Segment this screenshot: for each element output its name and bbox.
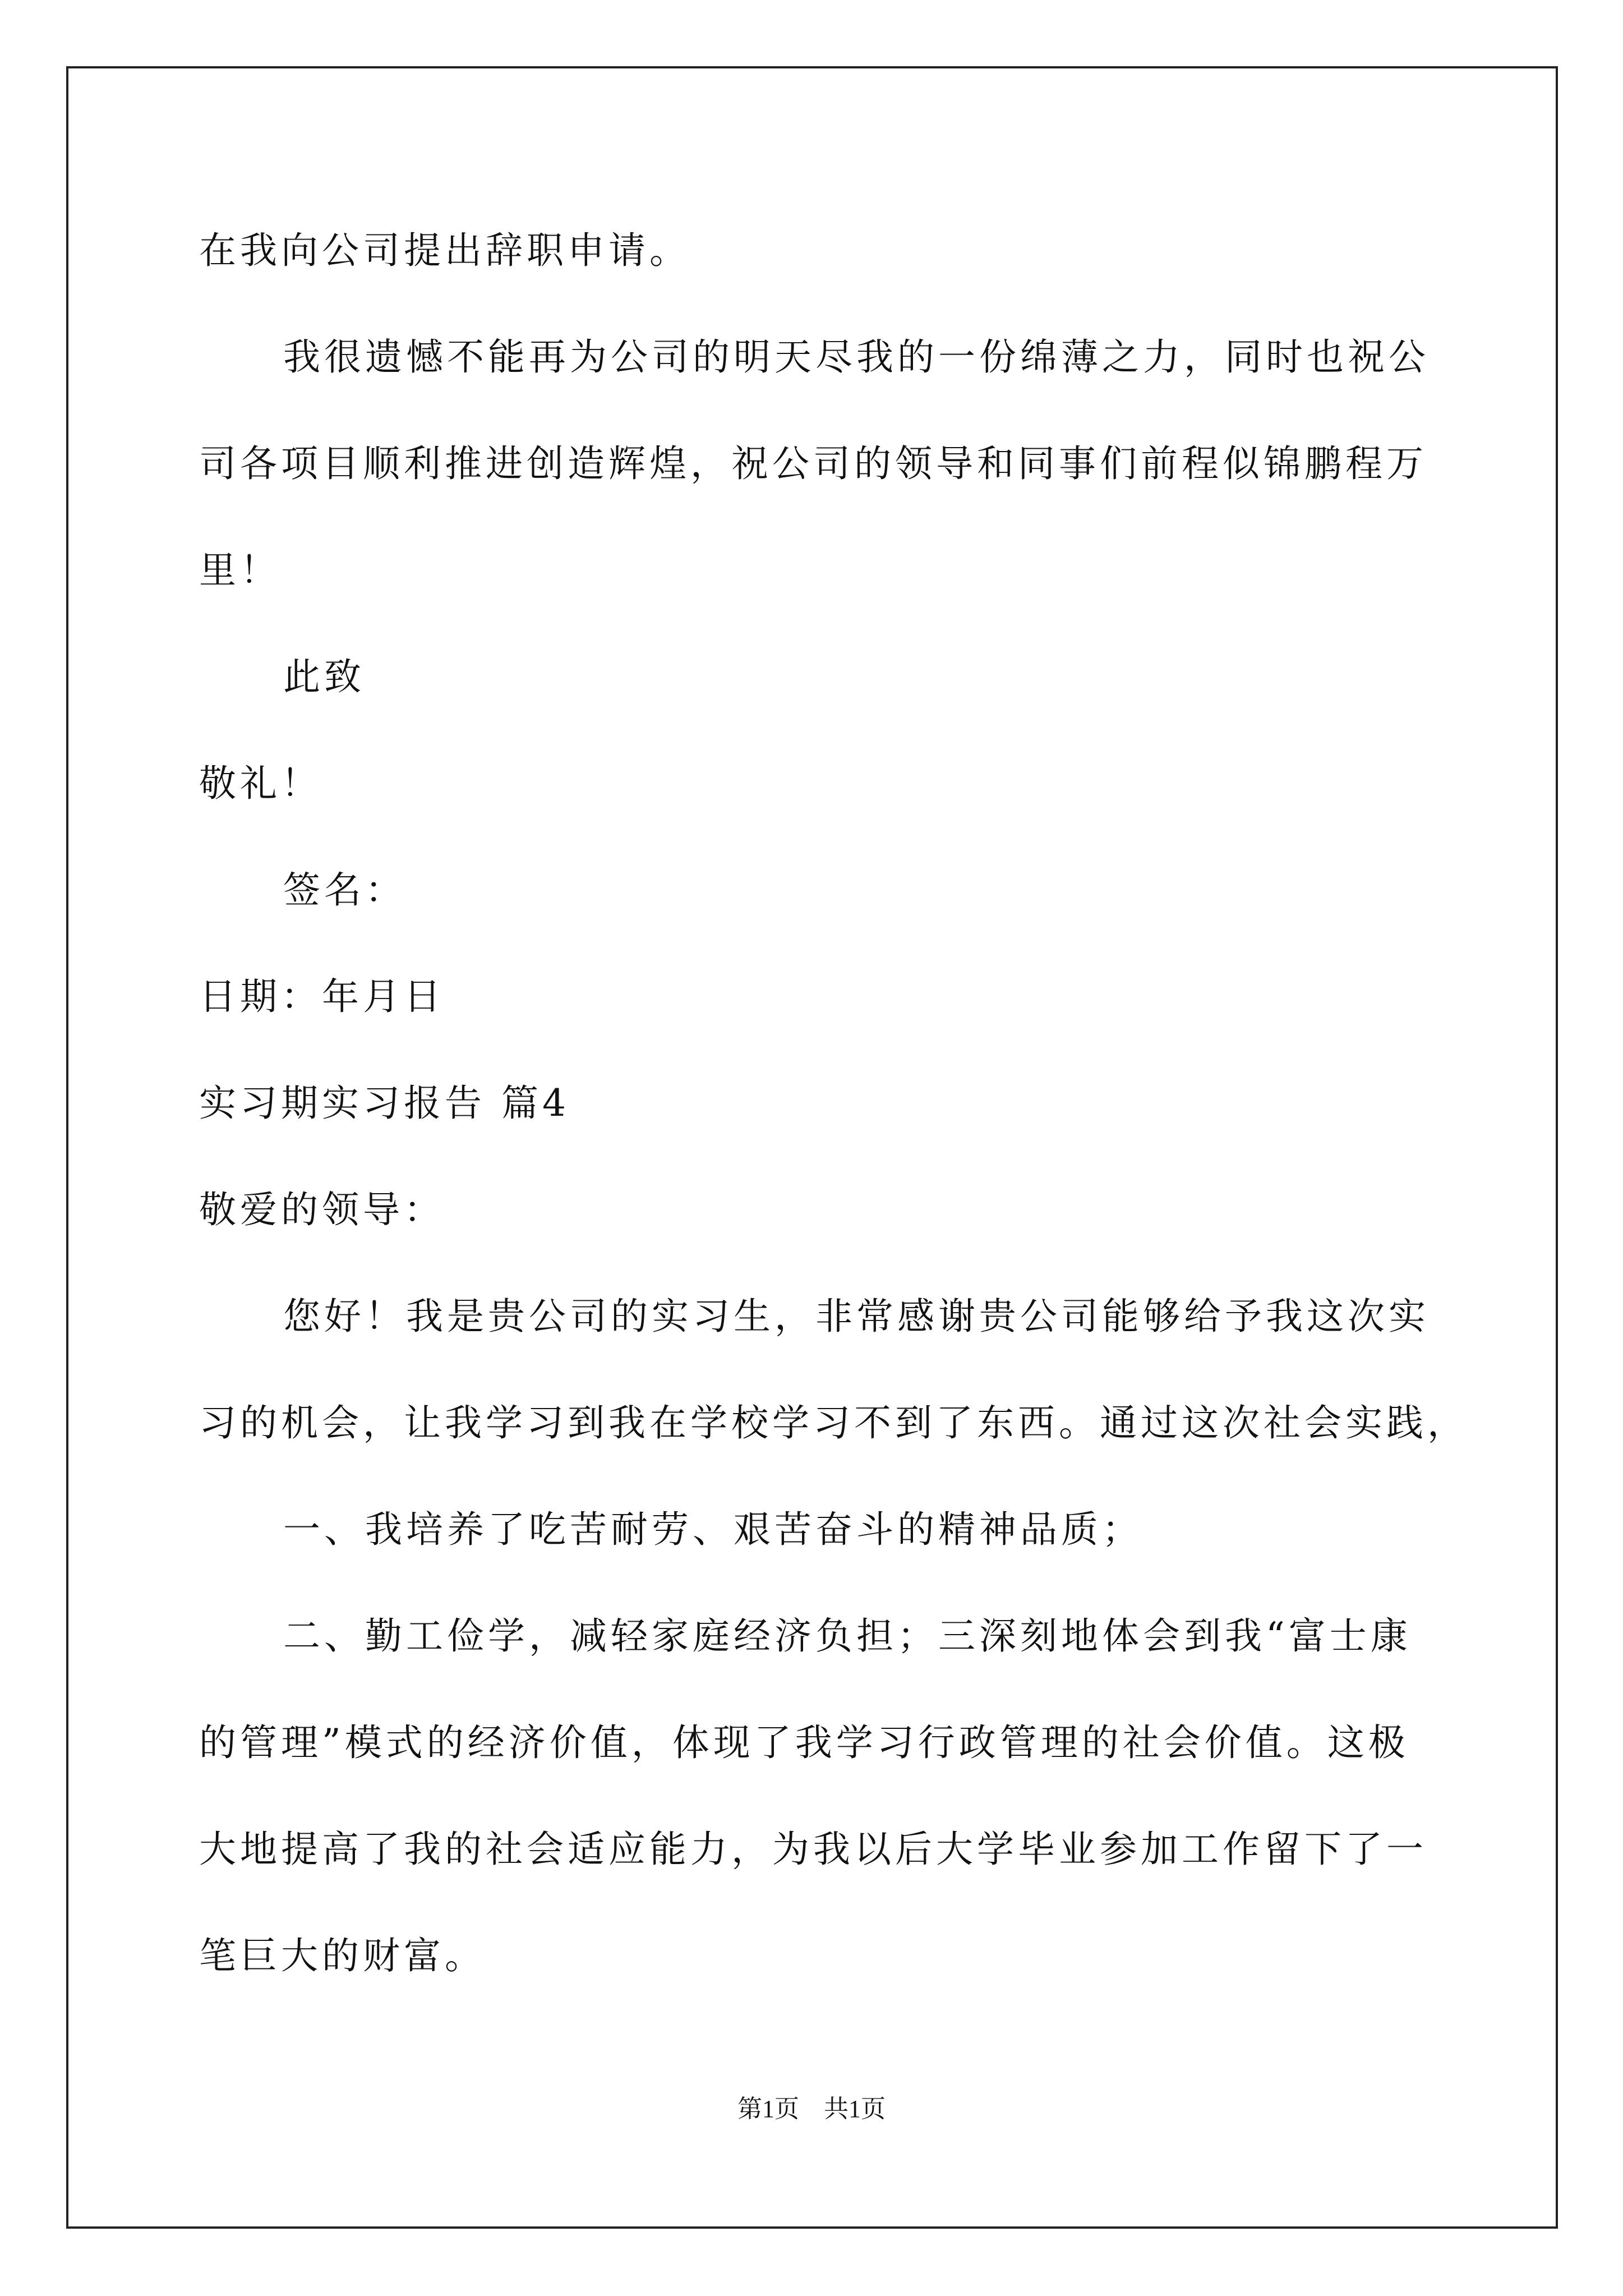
- text-line: 敬礼！: [199, 762, 322, 805]
- page-border: [66, 66, 1558, 2229]
- page-footer: 第1页 共1页: [737, 2095, 886, 2123]
- text-line: 敬爱的领导：: [199, 1188, 445, 1231]
- text-line: 二、勤工俭学，减轻家庭经济负担；三深刻地体会到我“富士康: [283, 1614, 1412, 1658]
- text-line: 一、我培养了吃苦耐劳、艰苦奋斗的精神品质；: [283, 1508, 1143, 1551]
- text-line: 您好！我是贵公司的实习生，非常感谢贵公司能够给予我这次实: [283, 1295, 1430, 1338]
- text-line: 司各项目顺利推进创造辉煌，祝公司的领导和同事们前程似锦鹏程万: [199, 442, 1427, 485]
- text-line: 在我向公司提出辞职申请。: [199, 229, 690, 272]
- section-heading: 实习期实习报告 篇4: [199, 1082, 570, 1125]
- text-line: 此致: [283, 655, 365, 698]
- text-line: 的管理”模式的经济价值，体现了我学习行政管理的社会价值。这极: [199, 1721, 1409, 1764]
- text-line: 笔巨大的财富。: [199, 1934, 486, 1977]
- text-line: 里！: [199, 549, 281, 592]
- text-line: 签名：: [283, 868, 406, 912]
- text-line: 习的机会，让我学习到我在学校学习不到了东西。通过这次社会实践，: [199, 1401, 1468, 1444]
- text-line: 日期：年月日: [199, 975, 445, 1018]
- text-line: 我很遗憾不能再为公司的明天尽我的一份绵薄之力，同时也祝公: [283, 335, 1430, 379]
- text-line: 大地提高了我的社会适应能力，为我以后大学毕业参加工作留下了一: [199, 1828, 1427, 1871]
